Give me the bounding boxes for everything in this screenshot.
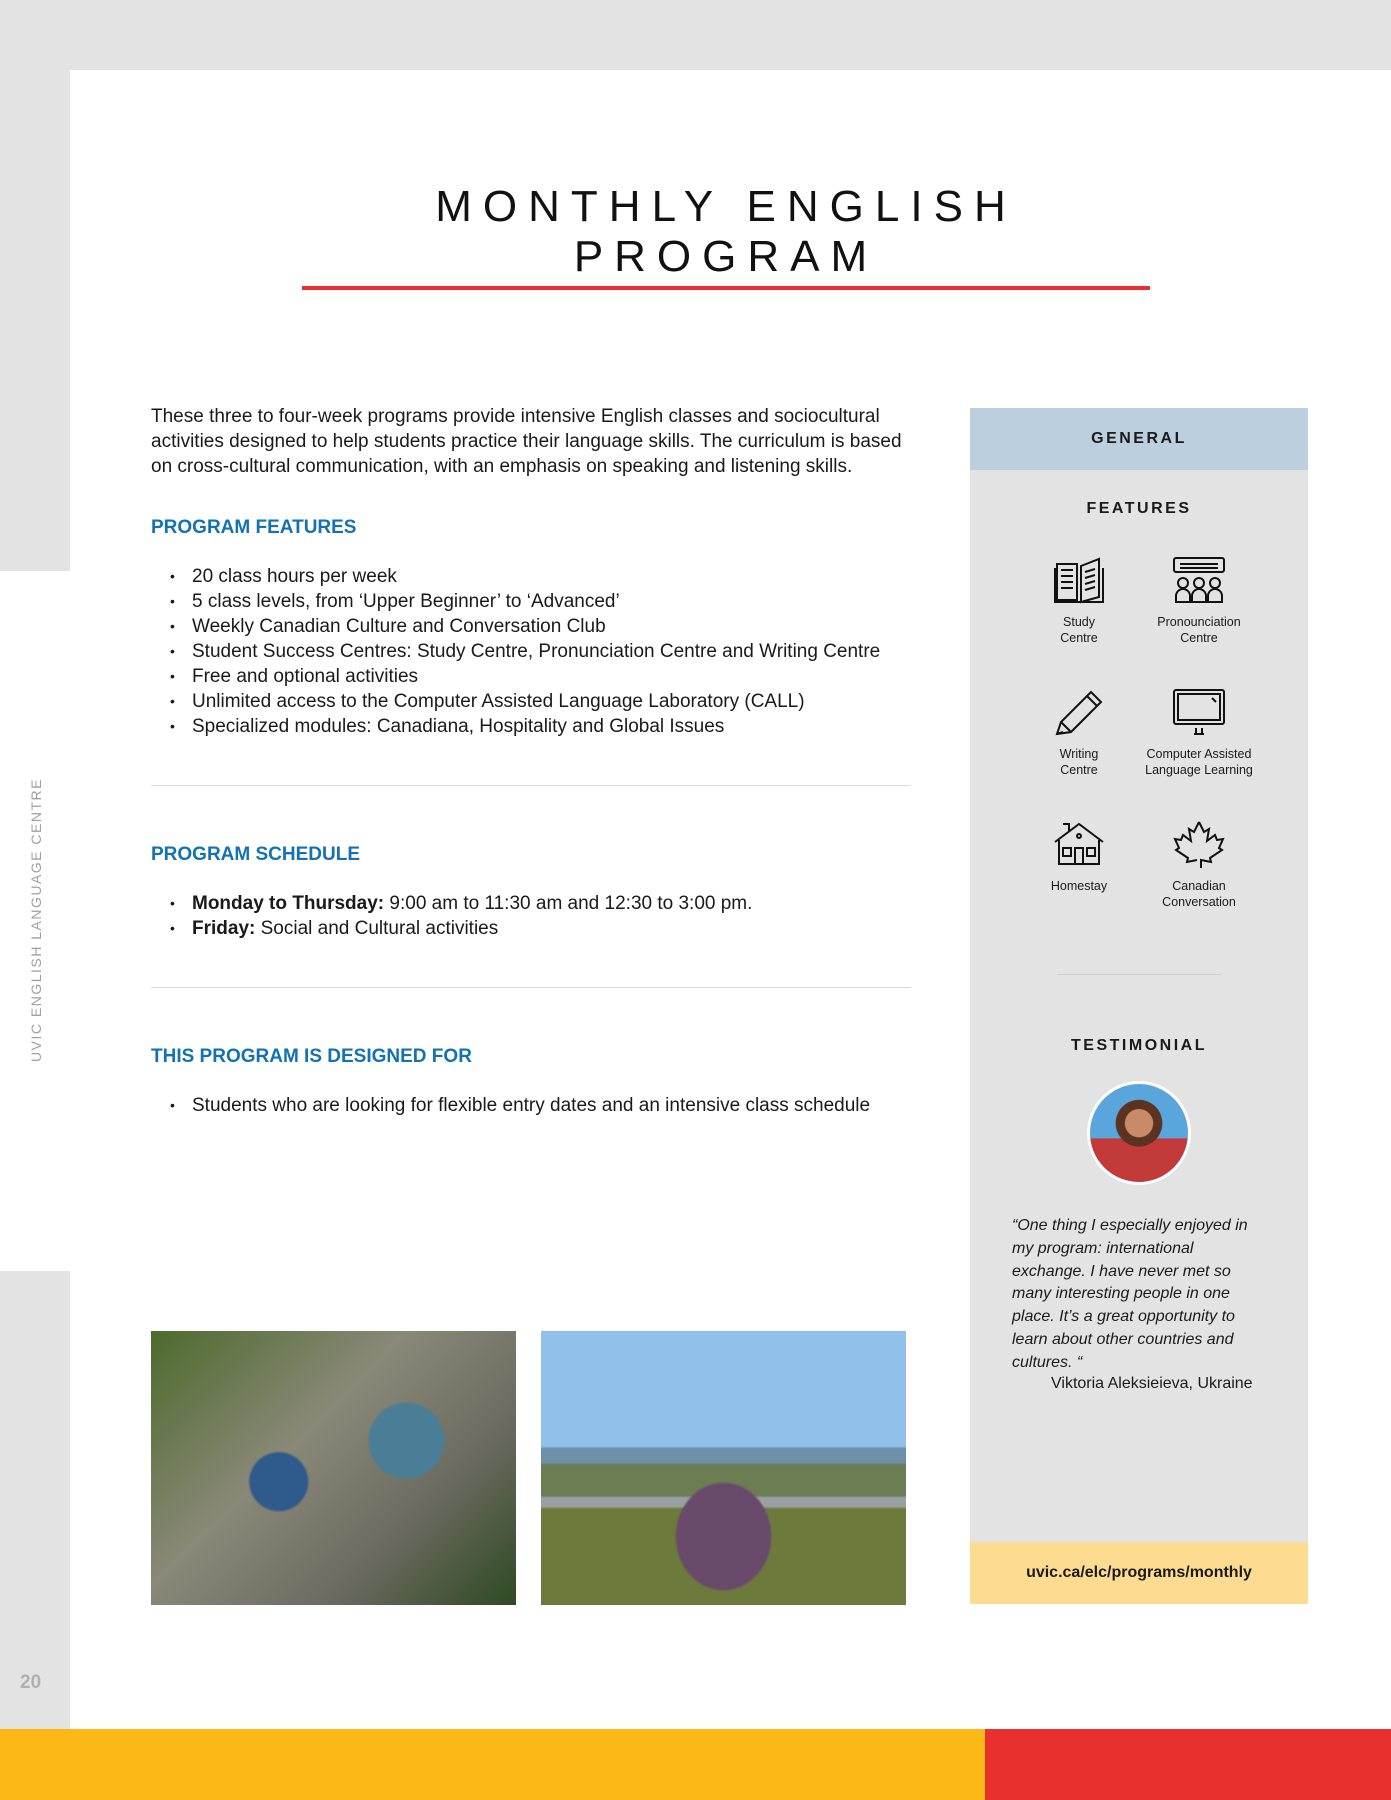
footer-red-band (985, 1729, 1391, 1800)
left-strip (0, 70, 70, 571)
page-number: 20 (20, 1672, 42, 1693)
book-icon (1053, 556, 1105, 604)
intro-text: These three to four-week programs provide intensive English classes and sociocultural activities designed to help students practice their language skills. The curriculum is based on cross-cultural communication, with an emphasis on speaking and listening skills. (151, 406, 902, 477)
schedule-day: Friday: (192, 918, 256, 939)
footer-yellow-band (0, 1729, 985, 1800)
feature-canadian-conversation (1139, 820, 1259, 910)
sidebar-header: GENERAL (970, 408, 1308, 470)
features-heading: PROGRAM FEATURES (151, 517, 357, 538)
photo-selfie-group (541, 1331, 906, 1605)
features-list (151, 564, 911, 739)
schedule-day: Monday to Thursday: (192, 893, 385, 914)
page-title: MONTHLY ENGLISH PROGRAM (435, 182, 1017, 281)
divider (151, 987, 911, 988)
avatar (1087, 1081, 1191, 1185)
feature-label: Pronounciation (1157, 615, 1241, 629)
features-title: FEATURES (1086, 500, 1192, 517)
house-icon (1053, 820, 1105, 868)
side-label: UVIC ENGLISH LANGUAGE CENTRE (28, 778, 44, 1062)
feature-label: Centre (1180, 631, 1218, 645)
feature-call (1139, 688, 1259, 778)
divider (151, 785, 911, 786)
schedule-heading: PROGRAM SCHEDULE (151, 844, 361, 865)
feature-label: Conversation (1162, 895, 1236, 909)
group-speech-icon (1172, 556, 1226, 604)
sidebar (970, 408, 1308, 1604)
list-item: • Student Success Centres: Study Centre, Pronunciation Centre and Writing Centre (151, 639, 911, 664)
list-item: • Weekly Canadian Culture and Conversation Club (151, 614, 911, 639)
left-strip (0, 1271, 70, 1729)
title-underline (302, 286, 1150, 290)
list-item: • Students who are looking for flexible entry dates and an intensive class schedule (151, 1093, 911, 1118)
testimonial-quote: “One thing I especially enjoyed in my program: international exchange. I have never met so many interesting people in one place. It’s a great opportunity to learn about other countries and cultures. “ (1012, 1217, 1248, 1371)
feature-label: Centre (1060, 631, 1098, 645)
feature-label: Centre (1060, 763, 1098, 777)
schedule-time: 9:00 am to 11:30 am and 12:30 to 3:00 pm. (384, 893, 753, 914)
list-item: • Unlimited access to the Computer Assisted Language Laboratory (CALL) (151, 689, 911, 714)
pencil-icon (1053, 688, 1105, 736)
testimonial-author: Viktoria Aleksieieva, Ukraine (1051, 1374, 1253, 1392)
feature-pronounciation-centre (1139, 556, 1259, 646)
feature-label: Homestay (1050, 879, 1108, 893)
divider (1057, 974, 1221, 975)
list-item: • 5 class levels, from ‘Upper Beginner’ to ‘Advanced’ (151, 589, 911, 614)
feature-label: Language Learning (1145, 763, 1253, 777)
testimonial-title: TESTIMONIAL (1071, 1037, 1207, 1054)
feature-label: Writing (1059, 747, 1099, 761)
list-item (151, 891, 911, 916)
program-url-link[interactable]: uvic.ca/elc/programs/monthly (970, 1542, 1308, 1604)
designed-for-heading: THIS PROGRAM IS DESIGNED FOR (151, 1046, 472, 1067)
feature-label: Computer Assisted (1146, 747, 1252, 761)
feature-study-centre (1019, 556, 1139, 646)
main-content (151, 404, 911, 1118)
feature-label: Study (1063, 615, 1095, 629)
feature-label: Canadian (1172, 879, 1226, 893)
photo-waterfall-group (151, 1331, 516, 1605)
maple-leaf-icon (1173, 820, 1225, 868)
schedule-time: Social and Cultural activities (255, 918, 499, 939)
list-item (151, 916, 911, 941)
list-item: • Specialized modules: Canadiana, Hospitality and Global Issues (151, 714, 911, 739)
top-band (0, 0, 1391, 70)
list-item: • 20 class hours per week (151, 564, 911, 589)
designed-for-list (151, 1093, 911, 1118)
feature-writing-centre (1019, 688, 1139, 778)
feature-homestay (1019, 820, 1139, 910)
list-item: • Free and optional activities (151, 664, 911, 689)
computer-monitor-icon (1172, 688, 1226, 736)
schedule-list (151, 891, 911, 941)
